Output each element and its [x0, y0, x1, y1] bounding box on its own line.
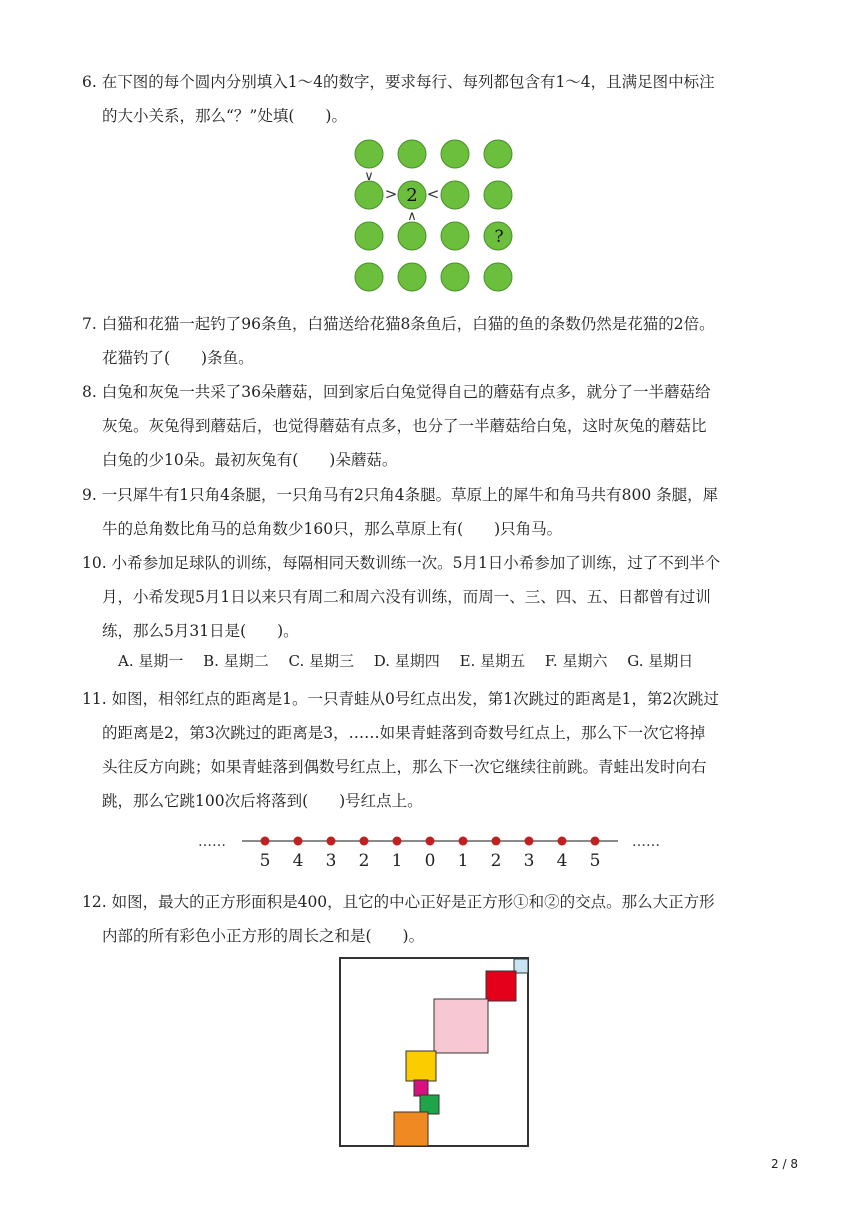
q11-line-1: 11. 如图，相邻红点的距离是1。一只青蛙从0号红点出发，第1次跳过的距离是1，第2次跳过 — [82, 690, 719, 708]
grid-circle — [355, 263, 383, 291]
q9-line-2: 牛的总角数比角马的总角数少160只，那么草原上有( )只角马。 — [102, 520, 563, 538]
red-dot — [294, 837, 303, 846]
option-a: A. 星期一 — [118, 652, 184, 670]
red-dot — [558, 837, 567, 846]
red-dot — [459, 837, 468, 846]
dot-label: 0 — [424, 851, 436, 868]
red-dot — [393, 837, 402, 846]
q12-line-2: 内部的所有彩色小正方形的周长之和是( )。 — [102, 927, 425, 945]
dot-label: 1 — [457, 851, 469, 868]
dot-label: 3 — [523, 851, 535, 868]
ellipsis-right: …… — [632, 834, 660, 850]
dot-label: 5 — [259, 851, 271, 868]
q9-line-1: 9. 一只犀牛有1只角4条腿，一只角马有2只角4条腿。草原上的犀牛和角马共有800 条腿，犀 — [82, 486, 719, 504]
number-grid-diagram — [345, 135, 525, 295]
red-dot — [492, 837, 501, 846]
grid-circle — [441, 263, 469, 291]
grid-circle — [441, 222, 469, 250]
question-10 — [82, 546, 794, 648]
red-dot — [591, 837, 600, 846]
red-dot — [261, 837, 270, 846]
q11-line-2: 的距离是2，第3次跳过的距离是3，……如果青蛙落到奇数号红点上，那么下一次它将掉 — [102, 724, 706, 742]
magenta-square — [414, 1080, 428, 1096]
grid-circle — [398, 222, 426, 250]
number-line-diagram — [190, 818, 680, 868]
grid-circle — [355, 222, 383, 250]
grid-circle — [441, 140, 469, 168]
grid-circle — [398, 140, 426, 168]
red-dot — [360, 837, 369, 846]
question-9 — [82, 478, 794, 546]
dot-label: 2 — [358, 851, 370, 868]
q8-line-2: 灰兔。灰兔得到蘑菇后，也觉得蘑菇有点多，也分了一半蘑菇给白兔，这时灰兔的蘑菇比 — [102, 417, 707, 435]
grid-circle — [355, 140, 383, 168]
green-square — [420, 1095, 439, 1114]
q12-line-1: 12. 如图，最大的正方形面积是400，且它的中心正好是正方形①和②的交点。那么大正方形 — [82, 893, 715, 911]
relation-less-vertical: ∨ — [364, 169, 374, 184]
orange-square — [394, 1112, 428, 1146]
q11-line-4: 跳，那么它跳100次后将落到( )号红点上。 — [102, 792, 423, 810]
relation-greater: > — [384, 185, 398, 203]
dot-label: 2 — [490, 851, 502, 868]
relation-greater-vertical: ∧ — [407, 209, 417, 224]
grid-circle — [398, 263, 426, 291]
q10-line-1: 10. 小希参加足球队的训练，每隔相同天数训练一次。5月1日小希参加了训练，过了不到半个 — [82, 554, 721, 572]
q7-line-2: 花猫钓了( )条鱼。 — [102, 349, 254, 367]
option-e: E. 星期五 — [459, 652, 526, 670]
relation-less: < — [426, 185, 440, 203]
option-d: D. 星期四 — [373, 652, 440, 670]
q7-line-1: 7. 白猫和花猫一起钓了96条鱼，白猫送给花猫8条鱼后，白猫的鱼的条数仍然是花猫的2倍。 — [82, 315, 715, 333]
pink-square — [434, 999, 488, 1053]
red-dot — [525, 837, 534, 846]
q11-line-3: 头往反方向跳；如果青蛙落到偶数号红点上，那么下一次它继续往前跳。青蛙出发时向右 — [102, 758, 707, 776]
q8-line-3: 白兔的少10朵。最初灰兔有( )朵蘑菇。 — [102, 451, 398, 469]
q6-line-2: 的大小关系，那么“？”处填( )。 — [102, 107, 347, 125]
squares-diagram — [337, 955, 537, 1155]
grid-circle — [484, 263, 512, 291]
dot-label: 4 — [292, 851, 304, 868]
q10-options — [118, 650, 708, 671]
page-number: 2 / 8 — [771, 1157, 798, 1171]
question-11 — [82, 682, 794, 818]
question-12 — [82, 885, 794, 953]
option-g: G. 星期日 — [627, 652, 694, 670]
q10-line-2: 月，小希发现5月1日以来只有周二和周六没有训练，而周一、三、四、五、日都曾有过训 — [102, 588, 711, 606]
q10-line-3: 练，那么5月31日是( )。 — [102, 622, 299, 640]
circle-label-question: ? — [494, 227, 504, 247]
circle-label-2: 2 — [406, 185, 418, 206]
option-b: B. 星期二 — [203, 652, 269, 670]
dot-label: 5 — [589, 851, 601, 868]
dot-label: 4 — [556, 851, 568, 868]
grid-circle — [355, 181, 383, 209]
question-7 — [82, 307, 794, 375]
grid-circle — [441, 181, 469, 209]
option-c: C. 星期三 — [288, 652, 354, 670]
dot-label: 1 — [391, 851, 403, 868]
grid-circle — [484, 181, 512, 209]
yellow-square — [406, 1051, 436, 1081]
q6-line-1: 6. 在下图的每个圆内分别填入1～4的数字，要求每行、每列都包含有1～4，且满足图中标注 — [82, 73, 715, 91]
ellipsis-left: …… — [198, 834, 226, 850]
question-8 — [82, 375, 794, 477]
red-dot — [426, 837, 435, 846]
red-dot — [327, 837, 336, 846]
red-square — [486, 971, 516, 1001]
dot-label: 3 — [325, 851, 337, 868]
q8-line-1: 8. 白兔和灰兔一共采了36朵蘑菇，回到家后白兔觉得自己的蘑菇有点多，就分了一半蘑菇给 — [82, 383, 711, 401]
option-f: F. 星期六 — [544, 652, 608, 670]
question-6 — [82, 65, 794, 133]
grid-circle — [484, 140, 512, 168]
